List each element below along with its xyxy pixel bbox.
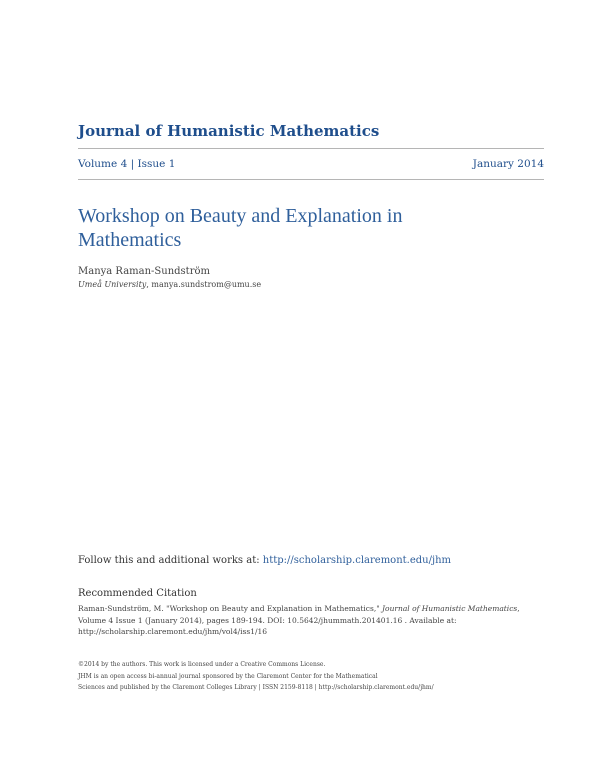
follow-line: [78, 555, 451, 566]
author-affiliation: [78, 280, 261, 289]
issue-date: January 2014: [472, 158, 544, 170]
divider-top: [78, 148, 544, 149]
citation-heading: Recommended Citation: [78, 588, 197, 599]
footer-sponsor: JHM is an open access bi-annual journal sponsored by the Claremont Center for the Mathematical: [78, 673, 378, 680]
citation-text: [78, 603, 528, 638]
follow-text: Follow this and additional works at:: [78, 555, 263, 566]
citation-journal: Journal of Humanistic Mathematics: [382, 604, 518, 613]
citation-part2: , Volume 4 Issue 1 (January 2014), pages 189-194. DOI: 10.5642/jhummath.201401.16 . Available at: http://scholarship.claremont.edu/jhm/vol4/iss1/16: [78, 604, 520, 636]
follow-link[interactable]: http://scholarship.claremont.edu/jhm: [262, 555, 451, 566]
affiliation-email[interactable]: , manya.sundstrom@umu.se: [146, 280, 262, 289]
article-title: Workshop on Beauty and Explanation in Mathematics: [78, 205, 403, 251]
footer-license: ©2014 by the authors. This work is licensed under a Creative Commons License.: [78, 661, 326, 668]
author-name: Manya Raman-Sundström: [78, 266, 210, 277]
footer-publisher: Sciences and published by the Claremont Colleges Library | ISSN 2159-8118 | http://scholarship.claremont.edu/jhm/: [78, 684, 434, 691]
citation-part1: Raman-Sundström, M. "Workshop on Beauty and Explanation in Mathematics,": [78, 604, 383, 613]
affiliation-institution: Umeå University: [78, 280, 147, 289]
journal-title[interactable]: Journal of Humanistic Mathematics: [78, 122, 380, 140]
volume-issue[interactable]: Volume 4 | Issue 1: [78, 158, 176, 170]
divider-bottom: [78, 179, 544, 180]
